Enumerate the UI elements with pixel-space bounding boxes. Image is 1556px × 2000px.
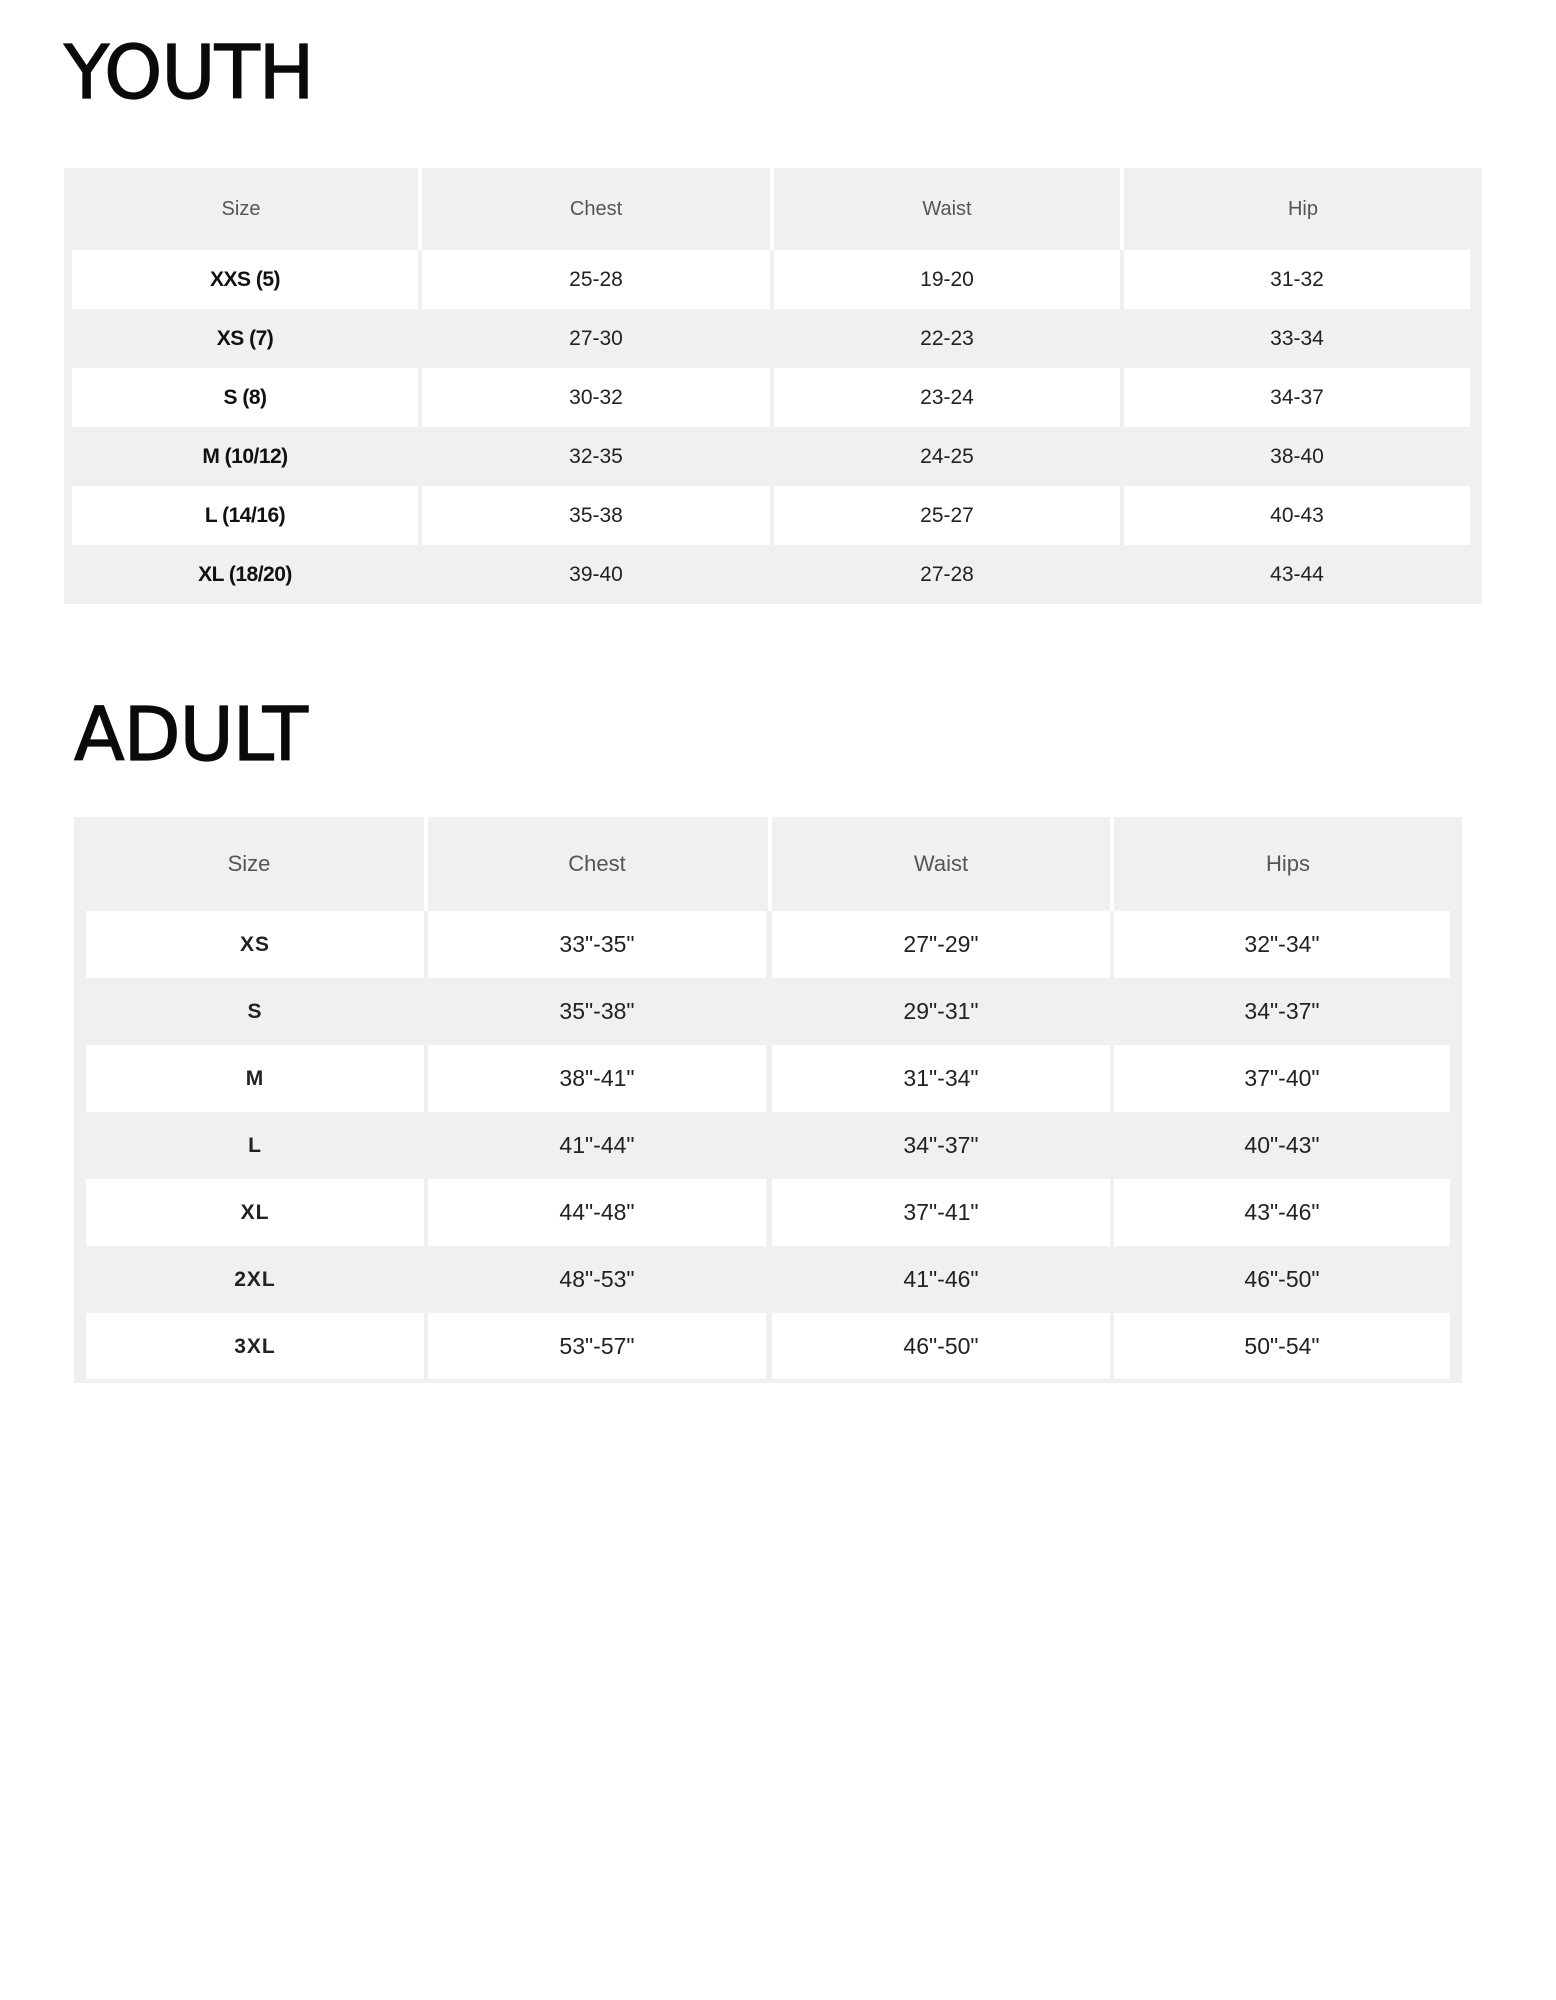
column-divider [768,817,772,911]
size-label: L [248,1133,262,1157]
cell-chest [428,978,766,1045]
header-cell-chest [428,817,766,911]
cell-chest [428,1045,766,1112]
cell-size [86,1179,424,1246]
cell-hip [1124,368,1470,427]
cell-size [86,1246,424,1313]
size-label: XXS (5) [209,267,281,291]
cell-hip [1114,978,1450,1045]
size-label: S (8) [223,385,267,409]
cell-hip [1124,427,1470,486]
cell-waist [772,911,1110,978]
cell-waist [772,978,1110,1045]
cell-hip [1114,1045,1450,1112]
header-cell-chest [422,168,770,250]
table-header-row [74,817,1462,911]
table-row [74,1112,1462,1179]
youth-size-table [64,168,1482,604]
cell-chest [422,486,770,545]
size-label: M [245,1066,265,1090]
column-divider [1110,817,1114,911]
cell-hip [1114,1179,1450,1246]
cell-waist [772,1179,1110,1246]
measurement-value: 30-32 [569,385,623,409]
header-cell-hip [1124,168,1482,250]
measurement-value: 50"-54" [1244,1333,1320,1359]
measurement-value: 19-20 [920,267,974,291]
table-header-row [64,168,1482,250]
cell-waist [774,309,1120,368]
measurement-value: 37"-40" [1244,1065,1320,1091]
measurement-value: 34"-37" [1244,998,1320,1024]
measurement-value: 34"-37" [903,1132,979,1158]
measurement-value: 39-40 [569,562,623,586]
header-label: Hip [1287,197,1318,220]
cell-hip [1124,250,1470,309]
cell-waist [774,427,1120,486]
header-cell-waist [774,168,1120,250]
measurement-value: 43-44 [1270,562,1324,586]
measurement-value: 48"-53" [559,1266,635,1292]
cell-size [86,1313,424,1380]
cell-waist [772,1112,1110,1179]
cell-hip [1114,911,1450,978]
header-label: Waist [922,197,972,220]
cell-size [86,1112,424,1179]
table-row [64,427,1482,486]
size-label: XL [240,1200,270,1224]
cell-chest [422,250,770,309]
size-label: XS [239,932,270,956]
cell-size [72,486,418,545]
header-cell-waist [772,817,1110,911]
cell-hip [1114,1112,1450,1179]
measurement-value: 37"-41" [903,1199,979,1225]
table-bottom-edge [86,1379,1450,1383]
column-divider [424,817,428,911]
measurement-value: 46"-50" [1244,1266,1320,1292]
size-label: L (14/16) [204,503,286,527]
table-row [74,1313,1462,1380]
cell-size [72,368,418,427]
measurement-value: 38-40 [1270,444,1324,468]
measurement-value: 46"-50" [903,1333,979,1359]
header-label: Waist [913,851,969,876]
table-row [74,1045,1462,1112]
measurement-value: 41"-46" [903,1266,979,1292]
cell-waist [774,250,1120,309]
cell-size [72,427,418,486]
table-row [74,1246,1462,1313]
cell-size [86,978,424,1045]
cell-waist [772,1045,1110,1112]
measurement-value: 32"-34" [1244,931,1320,957]
table-row [64,545,1482,604]
cell-size [72,545,418,604]
table-row [64,309,1482,368]
cell-size [86,1045,424,1112]
measurement-value: 40-43 [1270,503,1324,527]
header-cell-hips [1114,817,1462,911]
table-row [64,486,1482,545]
measurement-value: 27"-29" [903,931,979,957]
size-label: 2XL [234,1267,276,1291]
cell-chest [428,1313,766,1380]
cell-size [72,309,418,368]
cell-chest [422,545,770,604]
measurement-value: 27-28 [920,562,974,586]
size-label: M (10/12) [202,444,288,468]
cell-size [86,911,424,978]
measurement-value: 25-28 [569,267,623,291]
cell-hip [1114,1313,1450,1380]
column-divider [1120,168,1124,250]
header-label: Size [221,197,261,220]
header-cell-size [74,817,424,911]
cell-chest [428,1179,766,1246]
cell-chest [428,911,766,978]
adult-size-table [74,817,1462,1383]
measurement-value: 22-23 [920,326,974,350]
cell-size [72,250,418,309]
cell-hip [1124,309,1470,368]
size-label: 3XL [234,1334,276,1358]
size-label: XL (18/20) [198,562,292,586]
cell-chest [422,368,770,427]
measurement-value: 31"-34" [903,1065,979,1091]
cell-waist [774,545,1120,604]
measurement-value: 44"-48" [559,1199,635,1225]
youth-section-title: YOUTH [64,30,314,116]
measurement-value: 41"-44" [559,1132,635,1158]
cell-waist [774,486,1120,545]
header-label: Hips [1265,851,1310,876]
cell-hip [1124,486,1470,545]
header-label: Chest [569,197,623,220]
measurement-value: 32-35 [569,444,623,468]
header-cell-size [64,168,418,250]
measurement-value: 35"-38" [559,998,635,1024]
header-label: Size [227,851,271,876]
cell-waist [772,1313,1110,1380]
cell-hip [1114,1246,1450,1313]
table-row [64,368,1482,427]
size-label: S [247,999,263,1023]
cell-chest [428,1246,766,1313]
measurement-value: 38"-41" [559,1065,635,1091]
table-row [74,978,1462,1045]
cell-chest [422,427,770,486]
measurement-value: 40"-43" [1244,1132,1320,1158]
table-row [74,1179,1462,1246]
measurement-value: 33"-35" [559,931,635,957]
measurement-value: 35-38 [569,503,623,527]
table-row [74,911,1462,978]
cell-waist [772,1246,1110,1313]
adult-section-title: ADULT [74,692,308,778]
cell-chest [428,1112,766,1179]
column-divider [770,168,774,250]
measurement-value: 24-25 [920,444,974,468]
measurement-value: 33-34 [1270,326,1324,350]
measurement-value: 34-37 [1270,385,1324,409]
measurement-value: 43"-46" [1244,1199,1320,1225]
header-label: Chest [568,851,626,876]
measurement-value: 53"-57" [559,1333,635,1359]
table-row [64,250,1482,309]
measurement-value: 25-27 [920,503,974,527]
measurement-value: 23-24 [920,385,974,409]
cell-hip [1124,545,1470,604]
column-divider [418,168,422,250]
cell-waist [774,368,1120,427]
measurement-value: 29"-31" [903,998,979,1024]
measurement-value: 31-32 [1270,267,1324,291]
cell-chest [422,309,770,368]
measurement-value: 27-30 [569,326,623,350]
size-label: XS (7) [216,326,274,350]
